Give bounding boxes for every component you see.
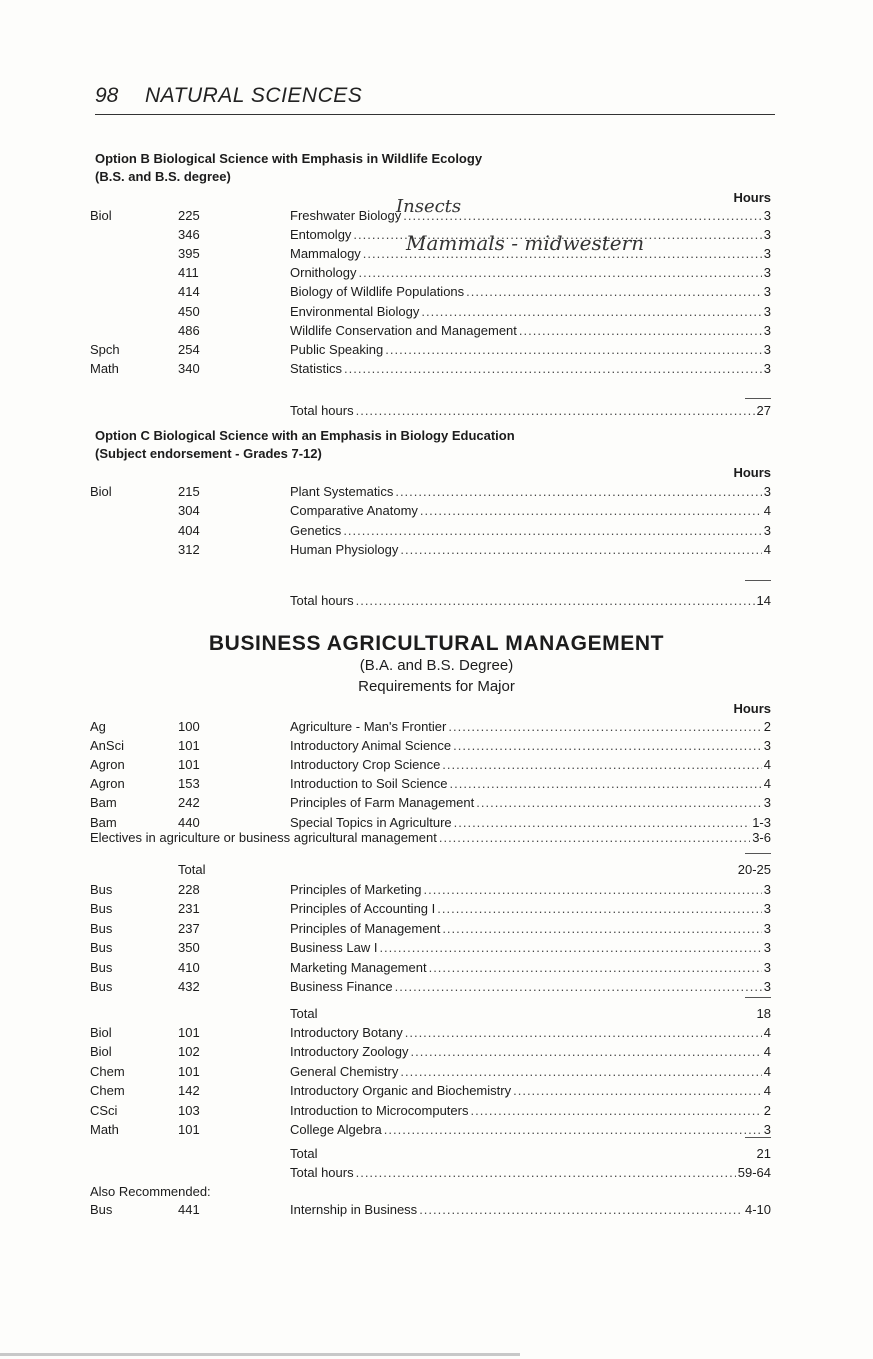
leader-dots [400,541,761,559]
group3-total-row [0,1145,873,1163]
course-number: 411 [178,265,199,281]
course-number: 215 [178,484,200,499]
total-value: 14 [756,593,771,608]
leader-dots [439,829,750,847]
course-hours: 3 [763,265,771,281]
course-row [0,1082,873,1100]
course-row [0,1201,873,1219]
option-c-total-row [0,592,873,610]
leader-dots [356,402,755,420]
course-hours: 3 [763,360,771,376]
also-recommended-label: Also Recommended: [90,1184,211,1199]
total-label: Total hours [290,593,354,608]
leader-dots [356,592,755,610]
course-dept: Chem [90,1063,125,1079]
course-number: 254 [178,341,200,357]
course-hours: 4 [763,1025,771,1040]
course-row [0,541,873,559]
group1-total-row [0,861,873,879]
course-number: 100 [178,719,200,734]
leader-dots [343,522,761,540]
option-c-total-rule [745,580,771,581]
handwritten-annotation-insects: Insects [396,196,462,217]
course-dept: Bam [90,795,117,811]
leader-dots [395,483,761,501]
total-label: Total [178,862,206,877]
option-b-total-rule [745,398,771,399]
course-hours: 3 [763,901,771,917]
course-row [0,502,873,520]
course-title: General Chemistry [290,1063,399,1079]
grand-total-row [0,1164,873,1182]
course-number: 101 [178,1063,200,1079]
course-hours: 3 [763,208,771,223]
course-row [0,483,873,501]
leader-dots [421,303,761,321]
section-degree: (B.A. and B.S. Degree) [359,657,514,674]
course-number: 404 [178,522,200,538]
course-title: Principles of Farm Management [290,795,475,811]
course-number: 103 [178,1102,200,1118]
option-c-title: Option C Biological Science with an Emphasis in Biology Education [95,428,515,443]
course-hours: 4 [763,1063,771,1079]
leader-dots [400,1063,761,1081]
course-number: 101 [178,1122,200,1137]
course-title: Wildlife Conservation and Management [290,322,517,338]
course-number: 410 [178,959,200,975]
leader-dots [403,207,761,225]
course-hours: 3 [763,959,771,975]
course-dept: Bus [90,920,113,936]
course-title: Special Topics in Agriculture [290,814,452,830]
leader-dots [519,322,762,340]
course-title: Plant Systematics [290,484,394,499]
course-title: Mammalogy [290,246,361,262]
leader-dots [405,1024,762,1042]
course-title: Agriculture - Man's Frontier [290,719,447,734]
course-number: 414 [178,284,200,300]
course-dept: Biol [90,1025,112,1040]
leader-dots [470,1102,761,1120]
course-hours: 4 [763,1083,771,1099]
course-hours: 3 [763,284,771,300]
course-number: 450 [178,303,200,319]
course-dept: Bus [90,901,113,917]
total-label: Total [290,1146,318,1161]
course-title: Introduction to Microcomputers [290,1102,469,1118]
course-title: Comparative Anatomy [290,503,418,519]
course-number: 350 [178,940,200,956]
total-label: Total hours [290,1165,354,1180]
leader-dots [384,1121,762,1139]
course-hours: 3 [763,795,771,811]
total-value: 59-64 [737,1165,771,1180]
course-title: Biology of Wildlife Populations [290,284,465,300]
leader-dots [379,939,761,957]
course-title: Human Physiology [290,541,399,557]
course-row [0,794,873,812]
course-row [0,939,873,957]
electives-hours: 3-6 [752,830,771,845]
course-title: Principles of Management [290,920,441,936]
course-title: Entomolgy [290,227,352,243]
leader-dots [385,341,762,359]
electives-row [0,829,873,847]
course-number: 486 [178,322,200,338]
leader-dots [419,1201,743,1219]
group2-total-rule [745,997,771,998]
option-c-hours-heading: Hours [733,465,771,480]
group1-total-rule [745,853,771,854]
leader-dots [356,1164,736,1182]
option-b-title: Option B Biological Science with Emphasis in Wildlife Ecology [95,151,483,166]
course-dept: Bus [90,940,113,956]
course-row [0,360,873,378]
leader-dots [476,794,762,812]
course-hours: 4 [763,503,771,519]
option-b-degree: (B.S. and B.S. degree) [95,169,231,184]
option-b-hours-heading: Hours [733,190,771,205]
page-number: 98 [95,84,119,107]
leader-dots [429,959,762,977]
course-number: 441 [178,1202,200,1217]
course-title: Introductory Zoology [290,1044,409,1060]
leader-dots [424,881,762,899]
course-dept: Math [90,1122,119,1137]
course-row [0,900,873,918]
course-hours: 3 [763,920,771,936]
course-hours: 1-3 [752,814,771,830]
course-row [0,1102,873,1120]
course-row [0,1024,873,1042]
course-number: 231 [178,901,200,917]
course-title: Business Finance [290,979,393,994]
course-hours: 2 [763,1102,771,1118]
course-number: 228 [178,882,200,897]
leader-dots [363,245,762,263]
course-hours: 4 [763,776,771,792]
course-number: 102 [178,1044,200,1060]
course-number: 242 [178,795,200,811]
course-dept: Bus [90,882,113,897]
electives-label: Electives in agriculture or business agricultural management [90,830,437,845]
total-value: 21 [756,1146,771,1161]
course-number: 153 [178,776,200,792]
leader-dots [442,920,761,938]
course-title: Marketing Management [290,959,427,975]
course-title: Statistics [290,360,343,376]
course-hours: 3 [763,484,771,499]
course-hours: 3 [763,1122,771,1137]
course-row [0,322,873,340]
course-hours: 3 [763,940,771,956]
leader-dots [344,360,762,378]
course-dept: Bus [90,959,113,975]
leader-dots [411,1043,762,1061]
course-dept: Biol [90,208,112,223]
course-hours: 4 [763,757,771,773]
course-title: Introductory Botany [290,1025,403,1040]
course-dept: Spch [90,341,120,357]
leader-dots [442,756,761,774]
course-number: 440 [178,814,200,830]
course-title: Introduction to Soil Science [290,776,448,792]
course-row [0,245,873,263]
course-number: 432 [178,979,200,994]
course-hours: 4 [763,541,771,557]
course-number: 101 [178,1025,200,1040]
course-dept: Agron [90,776,125,792]
course-number: 346 [178,227,200,243]
course-title: Internship in Business [290,1202,418,1217]
course-number: 237 [178,920,200,936]
course-dept: Bus [90,979,113,994]
leader-dots [358,264,761,282]
course-title: Public Speaking [290,341,384,357]
course-dept: Agron [90,757,125,773]
course-number: 304 [178,503,200,519]
course-dept: Chem [90,1083,125,1099]
leader-dots [353,226,761,244]
total-label: Total hours [290,403,354,418]
course-hours: 2 [763,719,771,734]
course-hours: 3 [763,341,771,357]
section-title: BUSINESS AGRICULTURAL MANAGEMENT [208,632,665,655]
leader-dots [420,502,762,520]
leader-dots [466,283,762,301]
leader-dots [450,775,762,793]
total-label: Total [290,1006,318,1021]
course-row [0,226,873,244]
course-number: 101 [178,738,200,754]
course-row [0,881,873,899]
course-title: Environmental Biology [290,303,420,319]
course-dept: Ag [90,719,106,734]
course-row [0,756,873,774]
option-b-total-row [0,402,873,420]
leader-dots [453,737,762,755]
course-row [0,1121,873,1139]
course-hours: 3 [763,522,771,538]
course-number: 142 [178,1083,200,1099]
course-title: Introductory Organic and Biochemistry [290,1083,512,1099]
course-hours: 3 [763,882,771,897]
running-head: NATURAL SCIENCES [145,84,363,107]
course-row [0,737,873,755]
total-value: 20-25 [737,862,771,877]
page-header [95,84,775,115]
course-dept: Bam [90,814,117,830]
option-c-endorsement: (Subject endorsement - Grades 7-12) [95,446,322,461]
course-row [0,775,873,793]
course-row [0,283,873,301]
leader-dots [437,900,762,918]
course-title: Introductory Animal Science [290,738,452,754]
course-dept: AnSci [90,738,124,754]
course-dept: Biol [90,1044,112,1060]
course-row [0,718,873,736]
course-dept: Bus [90,1202,113,1217]
course-row [0,522,873,540]
course-row [0,920,873,938]
total-value: 27 [756,403,771,418]
course-row [0,207,873,225]
course-number: 225 [178,208,200,223]
course-dept: CSci [90,1102,118,1118]
course-dept: Math [90,360,119,376]
course-hours: 3 [763,322,771,338]
handwritten-annotation-mammals: Mammals - midwestern [406,231,645,255]
leader-dots [513,1082,762,1100]
course-dept: Biol [90,484,112,499]
course-title: College Algebra [290,1122,382,1137]
course-hours: 3 [763,738,771,754]
course-number: 312 [178,541,200,557]
course-hours: 3 [763,227,771,243]
leader-dots [448,718,761,736]
group2-total-row [0,1005,873,1023]
course-row [0,303,873,321]
course-title: Ornithology [290,265,357,281]
course-row [0,264,873,282]
course-row [0,1063,873,1081]
course-row [0,341,873,359]
course-row [0,978,873,996]
course-row [0,959,873,977]
group3-total-rule [745,1137,771,1138]
total-value: 18 [756,1006,771,1021]
course-number: 101 [178,757,200,773]
course-row [0,1043,873,1061]
course-title: Freshwater Biology [290,208,402,223]
section-requirements: Requirements for Major [358,678,515,695]
course-number: 395 [178,246,200,262]
course-title: Principles of Marketing [290,882,422,897]
course-title: Genetics [290,522,342,538]
scan-edge-rule [0,1353,520,1356]
leader-dots [395,978,762,996]
course-hours: 3 [763,979,771,994]
course-hours: 3 [763,246,771,262]
course-hours: 4 [763,1044,771,1060]
course-title: Business Law I [290,940,378,956]
course-number: 340 [178,360,200,376]
course-hours: 4-10 [744,1202,771,1217]
course-hours: 3 [763,303,771,319]
course-title: Principles of Accounting I [290,901,436,917]
business-hours-heading: Hours [733,701,771,716]
course-title: Introductory Crop Science [290,757,441,773]
